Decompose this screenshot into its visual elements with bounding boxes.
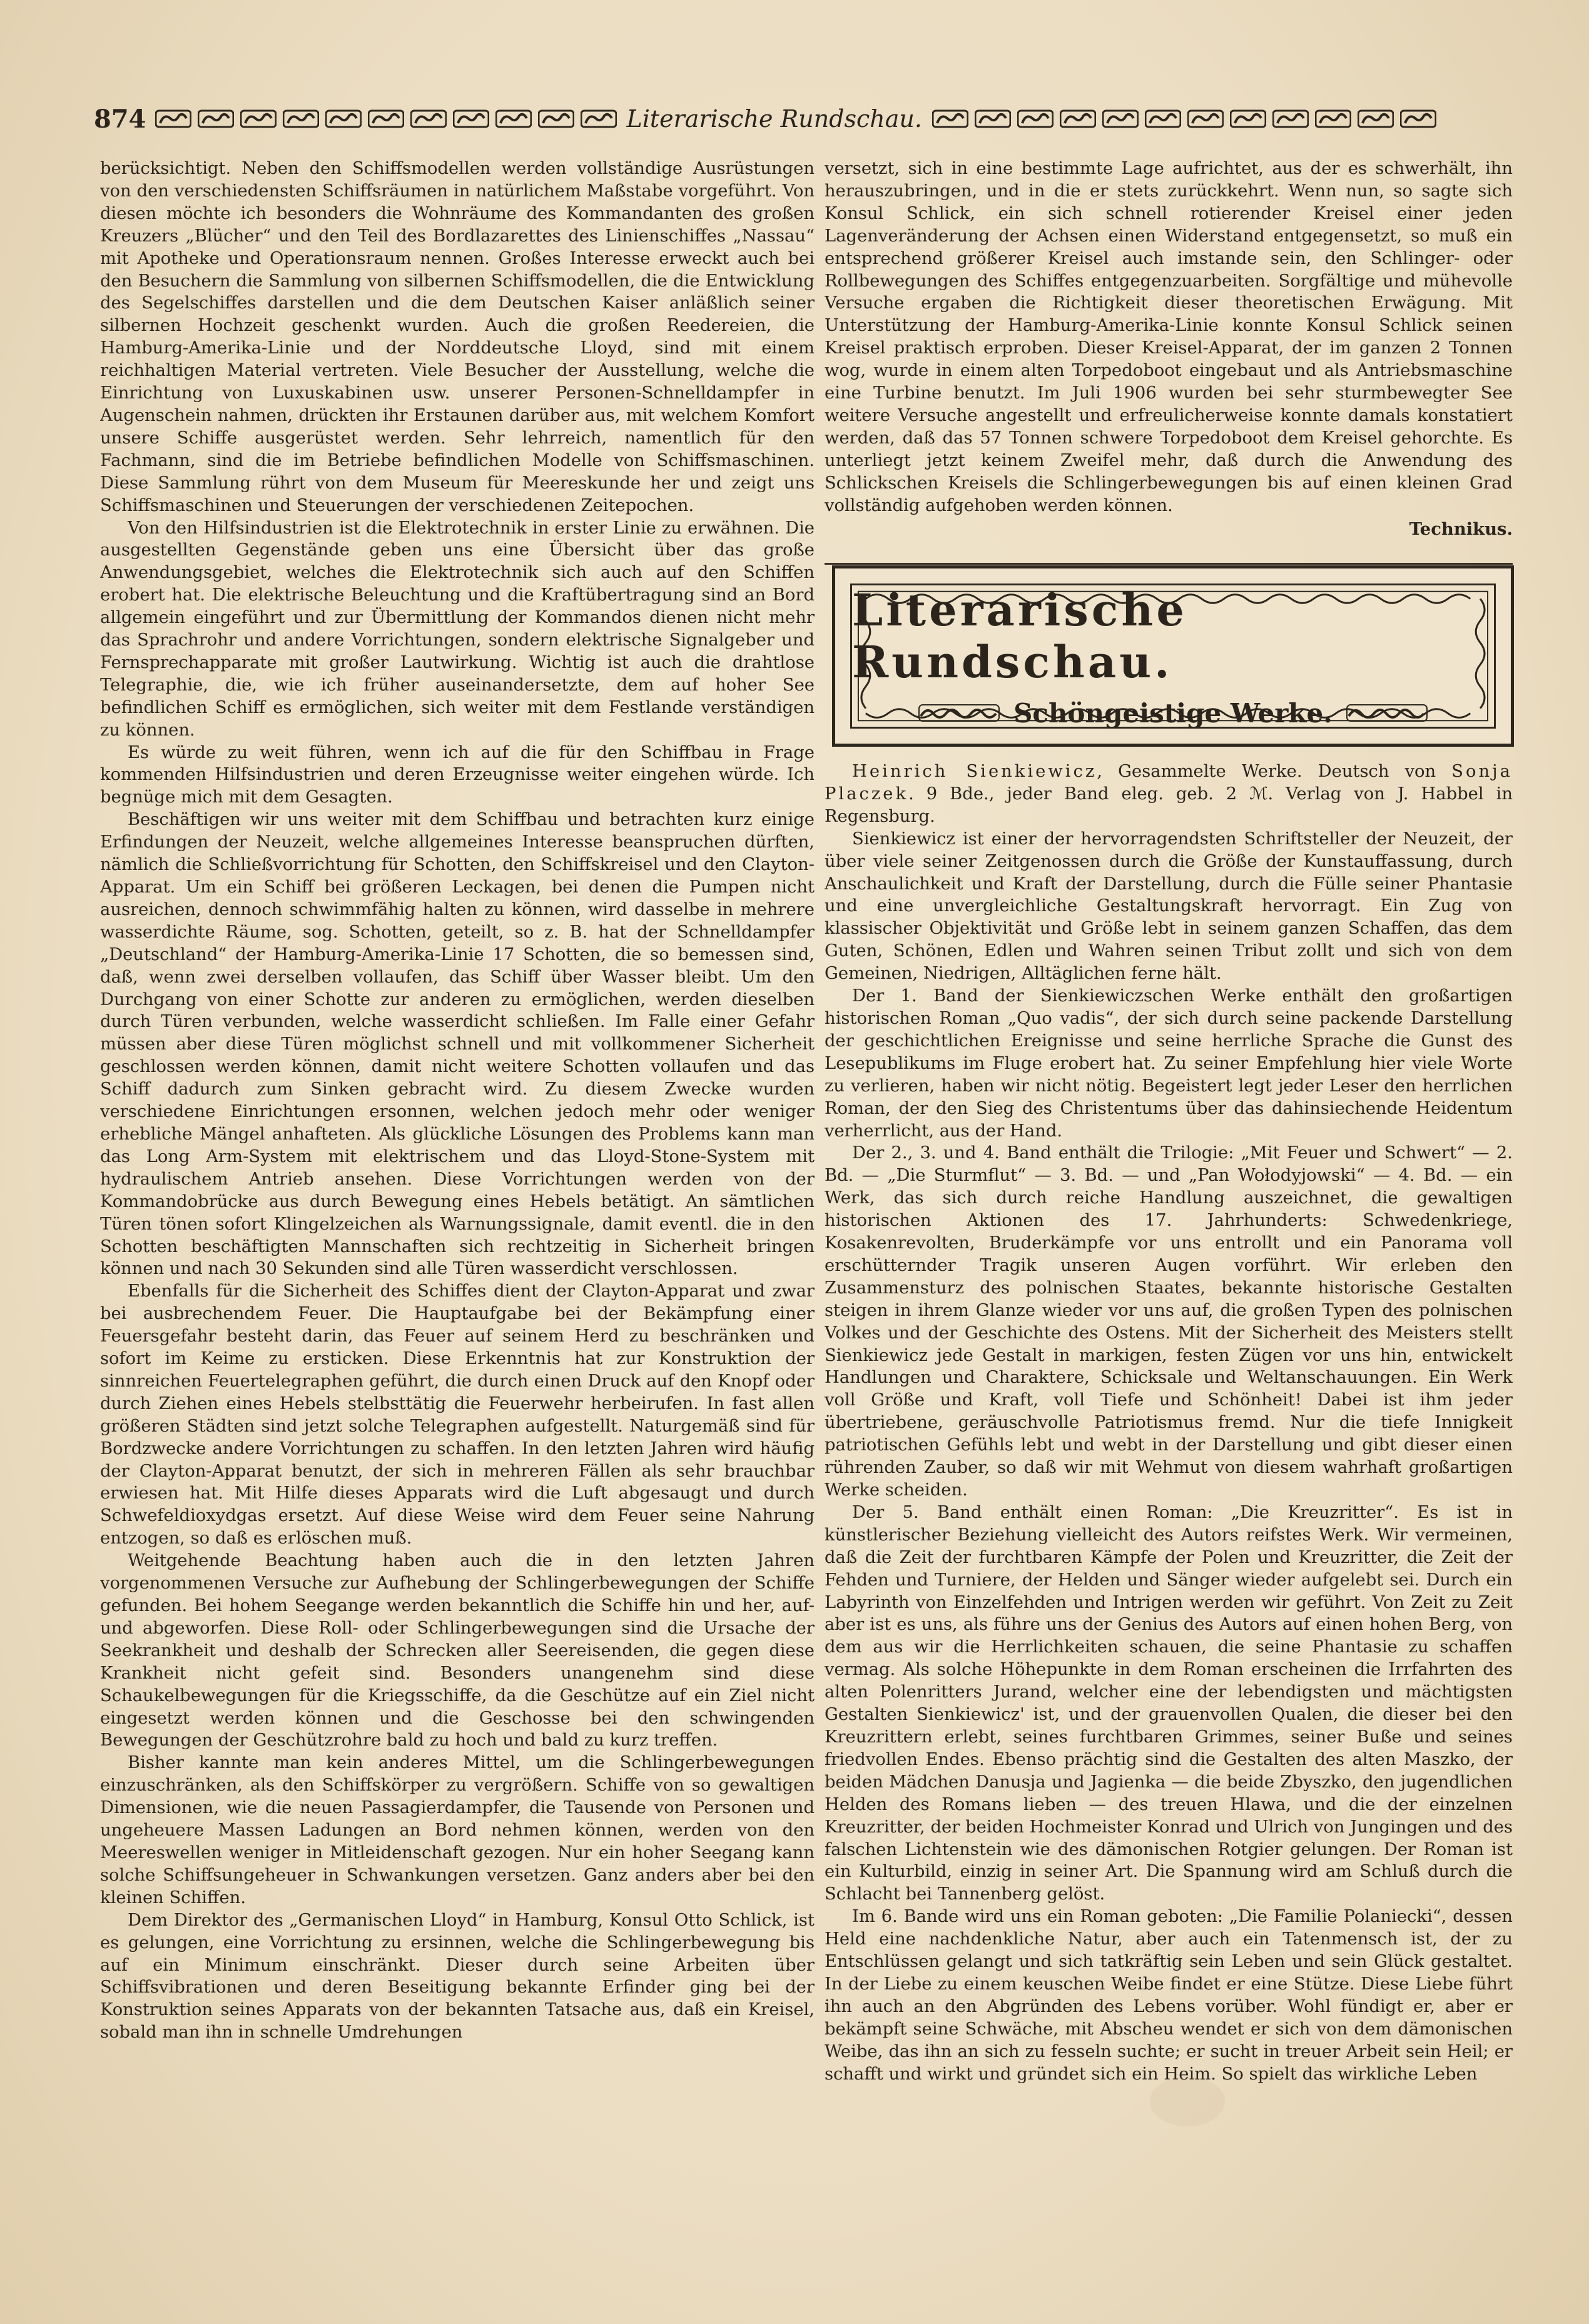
ornament-wave bbox=[495, 108, 532, 129]
ornament-band-right bbox=[932, 108, 1436, 129]
paragraph: versetzt, sich in eine bestimmte Lage aufrichtet, aus der es schwerhält, ihn herauszubringen, und in die er stets zurückkehrt. Wenn nun, so sagte sich Konsul Schlick, ein sich schnell rotierender Kreisel einer jeden Lagenveränderung der Achsen einen Widerstand entgegensetzt, so muß ein entsprechend größerer Kreisel auch imstande sein, den Schlinger- oder Rollbewegungen des Schiffes entgegenzuarbeiten. Sorgfältige und mühevolle Versuche ergaben die Richtigkeit dieser theoretischen Erwägung. Mit Unterstützung der Hamburg-Amerika-Linie konnte Konsul Schlick seinen Kreisel praktisch erproben. Dieser Kreisel-Apparat, der im ganzen 2 Tonnen wog, wurde in einem alten Torpedoboot eingebaut und als Antriebsmaschine eine Turbine benutzt. Im Juli 1906 wurden bei sehr sturmbewegter See weitere Versuche angestellt und erfreulicherweise konnte damals konstatiert werden, daß das 57 Tonnen schwere Torpedoboot dem Kreisel gehorchte. Es unterliegt jetzt keinem Zweifel mehr, daß durch die Anwendung des Schlickschen Kreisels die Schlingerbewegungen bis auf einen kleinen Grad vollständig aufgehoben werden können. bbox=[825, 159, 1513, 515]
left-column bbox=[100, 158, 815, 2240]
ornament-wave bbox=[1272, 108, 1309, 129]
ornament-wave bbox=[1102, 108, 1139, 129]
section-subtitle-row bbox=[918, 698, 1428, 729]
paragraph: Ebenfalls für die Sicherheit des Schiffes dient der Clayton-Apparat und zwar bei ausbrechendem Feuer. Die Hauptaufgabe bei der Bekämpfung einer Feuersgefahr besteht darin, das Feuer auf seinem Herd zu beschränken und sofort im Keime zu ersticken. Diese Erkenntnis hat zur Konstruktion der sinnreichen Feuertelegraphen geführt, die durch einen Druck auf den Knopf oder durch Ziehen eines Hebels stelbsttätig die Feuerwehr herbeirufen. In fast allen größeren Städten sind jetzt solche Telegraphen aufgestellt. Naturgemäß sind für Bordzwecke andere Vorrichtungen zu schaffen. In den letzten Jahren wird häufig der Clayton-Apparat benutzt, der sich in mehreren Fällen als sehr brauchbar erwiesen hat. Mit Hilfe dieses Apparats wird die Luft abgesaugt und durch Schwefeldioxydgas ersetzt. Auf diese Weise wird dem Feuer seine Nahrung entzogen, so daß es erlöschen muß. bbox=[100, 1281, 815, 1548]
right-column-top bbox=[825, 158, 1513, 583]
citation-text: . 9 Bde., jeder Band eleg. geb. 2 ℳ. Verlag von J. Habbel in Regensburg. bbox=[825, 784, 1513, 826]
running-title: Literarische Rundschau. bbox=[626, 105, 922, 133]
section-heading-frame bbox=[850, 584, 1496, 729]
ornament-wave bbox=[155, 108, 191, 129]
paragraph: Der 5. Band enthält einen Roman: „Die Kreuzritter“. Es ist in künstlerischer Beziehung vielleicht des Autors reifstes Werk. Wir vermeinen, daß die Zeit der furchtbaren Kämpfe der Polen und Kreuzritter, die Zeit der Fehden und Turniere, der Helden und Sänger wieder aufgelebt sei. Durch ein Labyrinth von Einzelfehden und Intrigen werden wir geführt. Von Zeit zu Zeit aber ist es uns, als führe uns der Genius des Autors auf einen hohen Berg, von dem aus wir die Herrlichkeiten schauen, die seine Phantasie zu schaffen vermag. Als solche Höhepunkte in dem Roman erscheinen die Irrfahrten des alten Polenritters Jurand, welcher eine der lebendigsten und mächtigsten Gestalten Sienkiewicz' ist, und der grauenvollen Qualen, die dieser bei den Kreuzrittern erlebt, seines furchtbaren Grimmes, seiner Buße und seines friedvollen Endes. Ebenso prächtig sind die Gestalten des alten Maszko, der beiden Mädchen Danusja und Jagienka — die beide Zbyszko, den jugendlichen Helden des Romans lieben — des treuen Hlawa, und die der einzelnen Kreuzritter, der beiden Hochmeister Konrad und Ulrich von Jungingen und des falschen Lichtenstein wie des dämonischen Rotgier gelungen. Der Roman ist ein Kulturbild, einzig in seiner Art. Die Spannung wird am Schluß durch die Schlacht bei Tannenberg gelöst. bbox=[825, 1502, 1513, 1904]
paragraph: Dem Direktor des „Germanischen Lloyd“ in Hamburg, Konsul Otto Schlick, ist es gelungen, eine Vorrichtung zu ersinnen, welche die Schlingerbewegung bis auf ein Minimum einschränkt. Dieser durch seine Arbeiten über Schiffsvibrationen und deren Beseitigung bekannte Erfinder ging bei der Konstruktion seines Apparats von der bekannten Tatsache aus, daß ein Kreisel, sobald man ihn in schnelle Umdrehungen bbox=[100, 1910, 815, 2043]
paragraph: Beschäftigen wir uns weiter mit dem Schiffbau und betrachten kurz einige Erfindungen der Neuzeit, welche allgemeines Interesse beanspruchen dürften, nämlich die Schließvorrichtung für Schotten, den Schiffskreisel und den Clayton-Apparat. Um ein Schiff bei größeren Leckagen, bei denen die Pumpen nicht ausreichen, dennoch schwimmfähig halten zu können, wird dasselbe in mehrere wasserdichte Räume, sog. Schotten, geteilt, so z. B. hat der Schnelldampfer „Deutschland“ der Hamburg-Amerika-Linie 17 Schotten, die so bemessen sind, daß, wenn zwei derselben vollaufen, das Schiff über Wasser bleibt. Um den Durchgang von einer Schotte zur anderen zu ermöglichen, werden dieselben durch Türen verbunden, welche wasserdicht schließen. Im Falle einer Gefahr müssen aber diese Türen möglichst schnell und mit vollkommener Sicherheit geschlossen werden können, damit nicht weitere Schotten vollaufen und das Schiff dadurch zum Sinken gebracht wird. Zu diesem Zwecke wurden verschiedene Einrichtungen ersonnen, welchen jedoch mehr oder weniger erhebliche Mängel anhafteten. Als glückliche Lösungen des Problems kann man das Long Arm-System mit elektrischem und das Lloyd-Stone-System mit hydraulischem Antrieb ansehen. Diese Vorrichtungen werden von der Kommandobrücke aus durch Bewegung eines Hebels betätigt. An sämtlichen Türen tönen sofort Klingelzeichen als Warnungssignale, damit eventl. die in den Schotten beschäftigten Mannschaften sich rechtzeitig in Sicherheit bringen können und nach 30 Sekunden sind alle Türen wasserdicht verschlossen. bbox=[100, 810, 815, 1279]
citation-translator: Sonja Placzek bbox=[825, 762, 1513, 804]
paragraph: Es würde zu weit führen, wenn ich auf die für den Schiffbau in Frage kommenden Hilfsindustrien und deren Erzeugnisse weiter eingehen würde. Ich begnüge mich mit dem Gesagten. bbox=[100, 742, 815, 807]
ornament-wave bbox=[581, 108, 617, 129]
ornament-wave bbox=[1230, 108, 1266, 129]
ornament-wave bbox=[975, 108, 1011, 129]
ornament-wave bbox=[1400, 108, 1436, 129]
paragraph: Der 1. Band der Sienkiewiczschen Werke enthält den großartigen historischen Roman „Quo vadis“, der sich durch seine packende Darstellung der geschichtlichen Ereignisse und seine herrliche Sprache die Gunst des Lesepublikums im Fluge erobert hat. Zu seiner Empfehlung hier viele Worte zu verlieren, haben wir nicht nötig. Begeistert legt jeder Leser den herrlichen Roman, der den Sieg des Christentums über das dahinsiechende Heidentum verherrlicht, aus der Hand. bbox=[825, 986, 1513, 1141]
ornament-wave bbox=[1145, 108, 1181, 129]
ornament-wave bbox=[1315, 108, 1351, 129]
ornament-band-left bbox=[155, 108, 617, 129]
section-subtitle: Schöngeistige Werke. bbox=[1013, 697, 1333, 729]
ornament-wave bbox=[410, 108, 447, 129]
paragraph: Der 2., 3. und 4. Band enthält die Trilogie: „Mit Feuer und Schwert“ — 2. Bd. — „Die Sturmflut“ — 3. Bd. — und „Pan Wołodyjowski“ — 4. Bd. — ein Werk, das sich durch reiche Handlung auszeichnet, die gewaltigen historischen Aktionen des 17. Jahrhunderts: Schwedenkriege, Kosakenrevolten, Bruderkämpfe vor uns entrollt und ein Panorama voll erschütternder Tragik unseren Augen vorführt. Wir erleben den Zusammensturz des polnischen Staates, bekannte historische Gestalten steigen in ihrem Glanze wieder vor uns auf, die großen Typen des polnischen Volkes und der Geschichte des Ostens. Mit der Sicherheit des Meisters stellt Sienkiewicz jede Gestalt in markigen, festen Zügen vor uns hin, entwickelt Handlungen und Charaktere, Schicksale und Weltanschauungen. Ein Werk voll Größe und Kraft, voll Tiefe und Schönheit! Dabei ist ihm jeder übertriebene, geräuschvolle Patriotismus fremd. Nur die tiefe Innigkeit patriotischen Gefühls lebt und webt in der Darstellung und gibt dieser einen rührenden Zauber, so daß wir mit Wehmut von diesem wahrhaft großartigen Werke scheiden. bbox=[825, 1143, 1513, 1500]
ornament-wave bbox=[368, 108, 404, 129]
paragraph: Im 6. Bande wird uns ein Roman geboten: „Die Familie Polaniecki“, dessen Held eine nachdenkliche Natur, aber auch ein Tatenmensch ist, der zu Entschlüssen gelangt und sich tatkräftig sein Leben und sein Glück gestaltet. In der Liebe zu einem keuschen Weibe findet er eine Stütze. Diese Liebe führt ihn auch an den Abgründen des Lebens vorüber. Wohl fündigt er, aber er bekämpft seine Schwäche, mit Abscheu wendet er sich von dem dämonischen Weibe, das ihn an sich zu fesseln suchte; er sucht in treuer Arbeit sein Heil; er schafft und wirkt und gründet sich ein Heim. So spielt das wirkliche Leben bbox=[825, 1907, 1513, 2084]
citation-text: , Gesammelte Werke. Deutsch von bbox=[1097, 762, 1452, 781]
paragraph: Sienkiewicz ist einer der hervorragendsten Schriftsteller der Neuzeit, der über viele seiner Zeitgenossen durch die Größe der Kunstauffassung, durch Anschaulichkeit und Kraft der Darstellung, durch die Fülle seiner Phantasie und eine unvergleichliche Gestaltungskraft hervorragt. Ein Zug von klassischer Objektivität und Größe lebt in seinem ganzen Schaffen, das dem Guten, Schönen, Edlen und Wahren seinen Tribut zollt und sich von dem Gemeinen, Niedrigen, Alltäglichen ferne hält. bbox=[825, 829, 1513, 984]
paragraph: Weitgehende Beachtung haben auch die in den letzten Jahren vorgenommenen Versuche zur Aufhebung der Schlingerbewegungen der Schiffe gefunden. Bei hohem Seegange werden bekanntlich die Schiffe hin und her, auf- und abgeworfen. Diese Roll- oder Schlingerbewegungen sind die Ursache der Seekrankheit und deshalb der Schrecken aller Seereisenden, die gegen diese Krankheit nicht gefeit sind. Besonders unangenehm sind diese Schaukelbewegungen für die Kriegsschiffe, da die Geschütze auf ein Ziel nicht eingesetzt werden können und die Geschosse bei den schwingenden Bewegungen der Geschützrohre bald zu hoch und bald zu kurz treffen. bbox=[100, 1551, 815, 1751]
ornament-wave-left bbox=[918, 704, 1000, 722]
section-heading-box bbox=[832, 565, 1514, 747]
ornament-wave bbox=[1358, 108, 1394, 129]
citation-author: Heinrich Sienkiewicz bbox=[852, 762, 1097, 781]
book-citation bbox=[825, 760, 1513, 828]
ornament-wave bbox=[1060, 108, 1096, 129]
paper-stain bbox=[1150, 2076, 1225, 2126]
ornament-wave bbox=[932, 108, 968, 129]
ornament-wave bbox=[453, 108, 489, 129]
ornament-wave bbox=[538, 108, 574, 129]
author-signature: Technikus. bbox=[1409, 518, 1513, 539]
ornament-wave bbox=[1017, 108, 1053, 129]
ornament-wave bbox=[283, 108, 319, 129]
right-column-review bbox=[825, 760, 1513, 2084]
page-number: 874 bbox=[94, 104, 146, 134]
ornament-wave bbox=[325, 108, 362, 129]
paragraph: berücksichtigt. Neben den Schiffsmodellen werden vollständige Ausrüstungen von den verschiedensten Schiffsräumen in natürlichem Maßstabe vorgeführt. Von diesen möchte ich besonders die Wohnräume des Kommandanten des großen Kreuzers „Blücher“ und den Teil des Bordlazarettes des Linienschiffes „Nassau“ mit Apotheke und Operationsraum nennen. Großes Interesse erweckt auch bei den Besuchern die Sammlung von silbernen Schiffsmodellen, die die Entwicklung des Segelschiffes darstellen und die dem Deutschen Kaiser anläßlich seiner silbernen Hochzeit geschenkt wurden. Auch die großen Reedereien, die Hamburg-Amerika-Linie und der Norddeutsche Lloyd, sind mit einem reichhaltigen Material vertreten. Viele Besucher der Ausstellung, welche die Einrichtung von Luxuskabinen usw. unserer Personen-Schnelldampfer in Augenschein nahmen, drückten ihr Erstaunen darüber aus, mit welchem Komfort unsere Schiffe ausgerüstet werden. Sehr lehrreich, namentlich für den Fachmann, sind die im Betriebe befindlichen Modelle von Schiffsmaschinen. Diese Sammlung rührt von dem Museum für Meereskunde her und zeigt uns Schiffsmaschinen und Steuerungen der verschiedenen Zeitepochen. bbox=[100, 159, 815, 515]
ornament-wave bbox=[240, 108, 277, 129]
ornament-wave-right bbox=[1346, 704, 1428, 722]
paragraph: Bisher kannte man kein anderes Mittel, um die Schlingerbewegungen einzuschränken, als den Schiffskörper zu vergrößern. Schiffe von so gewaltigen Dimensionen, wie die neuen Passagierdampfer, die Tausende von Personen und ungeheuere Massen Ladungen an Bord nehmen können, werden von den Meereswellen weniger in Mitleidenschaft gezogen. Nur ein hoher Seegang kann solche Schiffsungeheuer in Schwankungen versetzen. Ganz anders aber bei den kleinen Schiffen. bbox=[100, 1753, 815, 1907]
paragraph: Von den Hilfsindustrien ist die Elektrotechnik in erster Linie zu erwähnen. Die ausgestellten Gegenstände geben uns eine Übersicht über das große Anwendungsgebiet, welches die Elektrotechnik sich auch auf den Schiffen erobert hat. Die elektrische Beleuchtung und die Kraftübertragung sind an Bord allgemein eingeführt und zur Übermittlung der Kommandos dienen nicht mehr das Sprachrohr und andere Vorrichtungen, sondern elektrische Signalgeber und Fernsprechapparate mit großer Lautwirkung. Wichtig ist auch die drahtlose Telegraphie, die, wie ich früher auseinandersetzte, dem auf hoher See befindlichen Schiff es ermöglichen, sich weiter mit dem Festlande verständigen zu können. bbox=[100, 518, 815, 740]
divider-rule bbox=[825, 563, 1513, 565]
ornament-wave bbox=[198, 108, 234, 129]
ornament-wave bbox=[1187, 108, 1224, 129]
page-header bbox=[94, 99, 1514, 139]
section-title: Literarische Rundschau. bbox=[852, 584, 1187, 688]
